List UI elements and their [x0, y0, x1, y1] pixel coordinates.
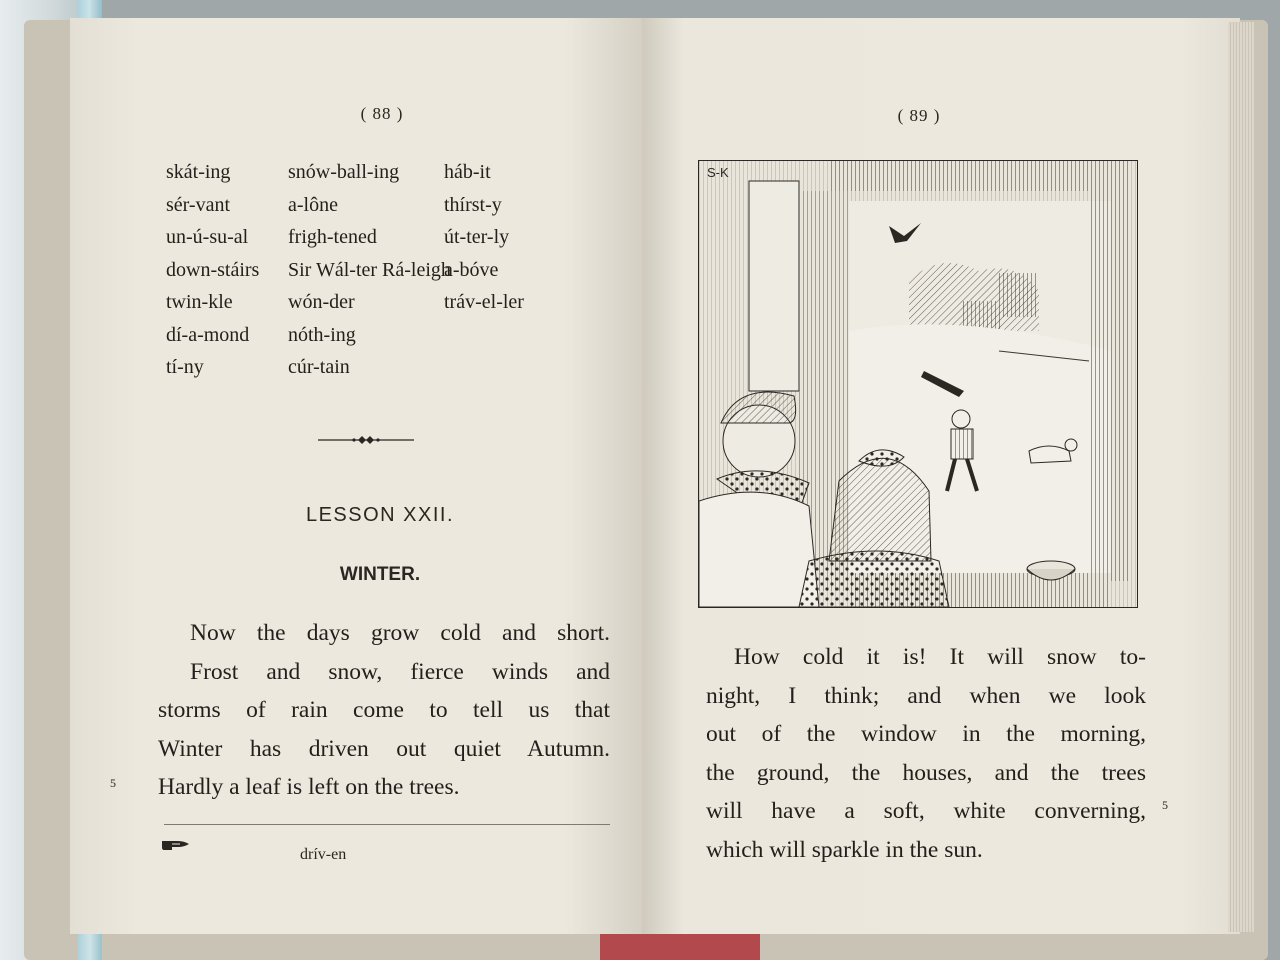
text-line: Hardly a leaf is left on the trees. — [158, 774, 460, 801]
lesson-subtitle: WINTER. — [339, 564, 421, 585]
illustration-drawing — [699, 161, 1137, 607]
page-number-right: ( 89 ) — [897, 106, 941, 125]
vocab-word: twin-kle — [166, 291, 233, 313]
vocab-word: skát-ing — [166, 161, 231, 183]
vocab-word: frigh-tened — [288, 226, 377, 248]
lesson-paragraph — [158, 614, 610, 807]
vocab-word: wón-der — [288, 291, 355, 313]
line-number: 5 — [110, 776, 116, 790]
text-line: will have a soft, white converning, — [706, 798, 1146, 825]
vocab-word: a-bóve — [444, 258, 499, 281]
vocab-word: nóth-ing — [288, 323, 356, 346]
lesson-title: LESSON XXII. — [305, 504, 455, 526]
right-page — [642, 18, 1240, 934]
text-line: Now the days grow cold and short. — [190, 620, 610, 646]
left-page — [70, 18, 645, 934]
story-paragraph — [706, 638, 1146, 870]
vocab-word: tráv-el-ler — [444, 291, 524, 313]
vocab-word: un-ú-su-al — [166, 226, 249, 248]
vocab-word: dí-a-mond — [166, 323, 250, 346]
vocabulary-column-3 — [444, 156, 524, 319]
vocab-word: snów-ball-ing — [288, 161, 400, 183]
text-line: night, I think; and when we look — [706, 682, 1146, 709]
page-number-left: ( 88 ) — [360, 104, 404, 123]
vocab-word: a-lône — [288, 193, 338, 216]
text-line: which will sparkle in the sun. — [706, 836, 983, 863]
vocab-word: thírst-y — [444, 193, 502, 216]
vocab-word: háb-it — [444, 161, 491, 183]
text-line: out of the window in the morning, — [706, 721, 1146, 748]
vocab-word: Sir Wál-ter Rá-leigh — [288, 258, 451, 281]
vocab-word: cúr-tain — [288, 356, 350, 378]
text-line: How cold it is! It will snow to- — [734, 644, 1146, 670]
page-edges — [1228, 22, 1254, 932]
vocab-word: tí-ny — [166, 356, 204, 378]
text-line: Frost and snow, fierce winds and — [190, 658, 610, 685]
text-line: Winter has driven out quiet Autumn. — [158, 735, 610, 762]
footnote-word: drív-en — [300, 846, 347, 863]
vocabulary-column-1 — [166, 156, 259, 384]
line-number: 5 — [1162, 798, 1168, 812]
vocab-word: út-ter-ly — [444, 226, 510, 248]
vocab-word: down-stáirs — [166, 258, 260, 281]
text-line: the ground, the houses, and the trees — [706, 759, 1146, 786]
ornament-divider — [318, 430, 414, 450]
vocabulary-column-2 — [288, 156, 451, 384]
illustrator-signature: S-K — [707, 165, 729, 180]
text-line: storms of rain come to tell us that — [158, 697, 610, 724]
pointing-hand-icon — [160, 836, 192, 852]
footnote-rule — [164, 824, 610, 825]
vocab-word: sér-vant — [166, 193, 231, 216]
winter-illustration — [698, 160, 1138, 608]
